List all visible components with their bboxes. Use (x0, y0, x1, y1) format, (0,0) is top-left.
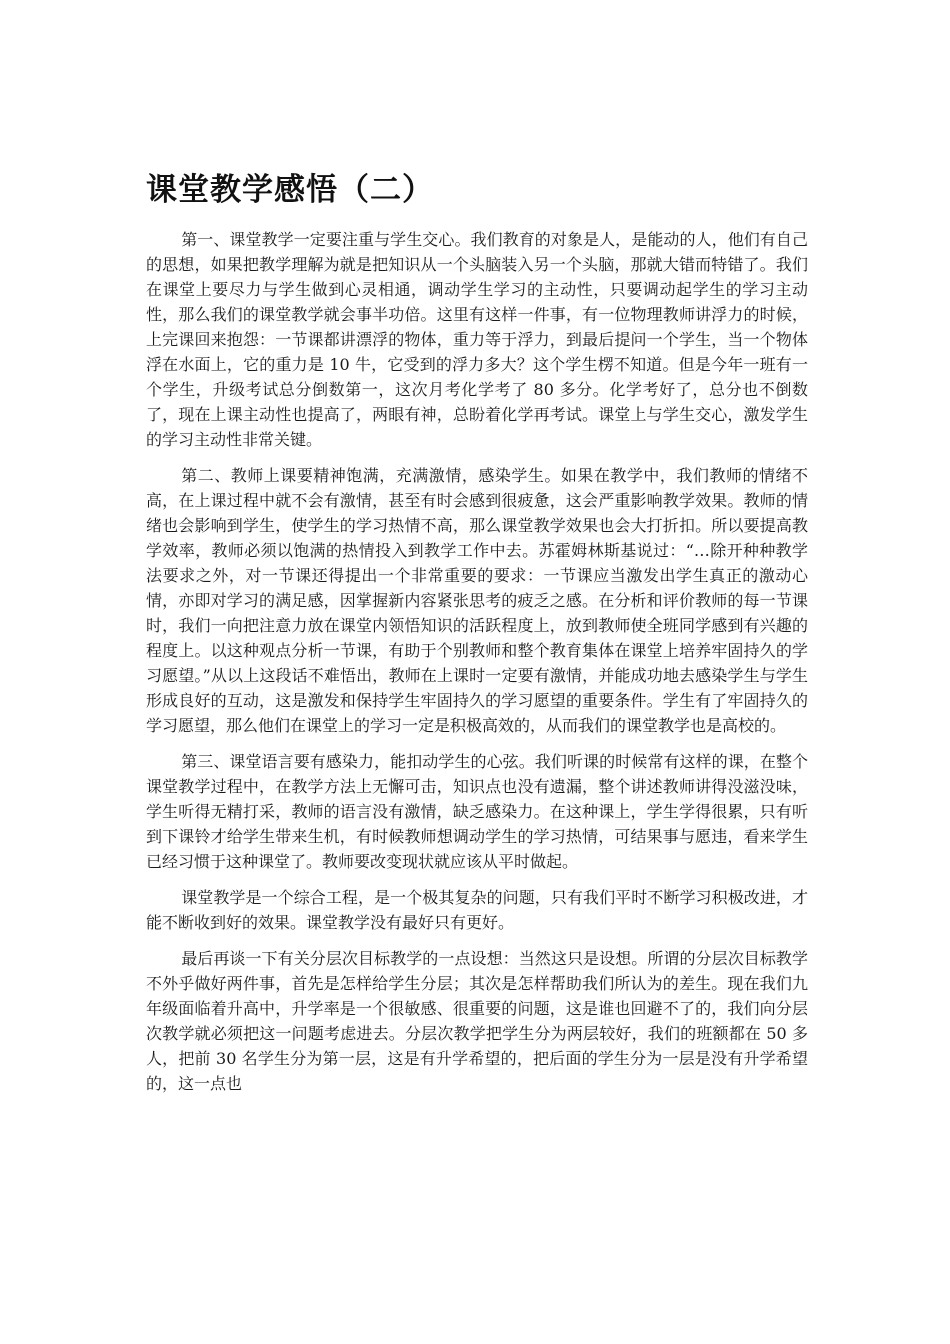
document-body (146, 227, 808, 1107)
document-title: 课堂教学感悟（二） (146, 172, 434, 208)
paragraph-4: 课堂教学是一个综合工程，是一个极其复杂的问题，只有我们平时不断学习积极改进，才能不断收到好的效果。课堂教学没有最好只有更好。 (146, 888, 808, 932)
paragraph-5: 最后再谈一下有关分层次目标教学的一点设想：当然这只是设想。所谓的分层次目标教学不外乎做好两件事，首先是怎样给学生分层；其次是怎样帮助我们所认为的差生。现在我们九年级面临着升高中，升学率是一个很敏感、很重要的问题，这是谁也回避不了的，我们向分层次教学就必须把这一问题考虑进去。分层次教学把学生分为两层较好，我们的班额都在 50 多人，把前 30 名学生分为第一层，这是有升学希望的，把后面的学生分为一层是没有升学希望的，这一点也 (146, 949, 808, 1093)
paragraph-3: 第三、课堂语言要有感染力，能扣动学生的心弦。我们听课的时候常有这样的课，在整个课堂教学过程中，在教学方法上无懈可击，知识点也没有遗漏，整个讲述教师讲得没滋没味，学生听得无精打采，教师的语言没有激情，缺乏感染力。在这种课上，学生学得很累，只有听到下课铃才给学生带来生机，有时候教师想调动学生的学习热情，可结果事与愿违，看来学生已经习惯于这种课堂了。教师要改变现状就应该从平时做起。 (146, 752, 808, 871)
paragraph-2: 第二、教师上课要精神饱满，充满激情，感染学生。如果在教学中，我们教师的情绪不高，在上课过程中就不会有激情，甚至有时会感到很疲惫，这会严重影响教学效果。教师的情绪也会影响到学生，使学生的学习热情不高，那么课堂教学效果也会大打折扣。所以要提高教学效率，教师必须以饱满的热情投入到教学工作中去。苏霍姆林斯基说过：“…除开种种教学法要求之外，对一节课还得提出一个非常重要的要求：一节课应当激发出学生真正的激动心情，亦即对学习的满足感，因掌握新内容紧张思考的疲乏之感。在分析和评价教师的每一节课时，我们一向把注意力放在课堂内领悟知识的活跃程度上，放到教师使全班同学感到有兴趣的程度上。以这种观点分析一节课，有助于个别教师和整个教育集体在课堂上培养牢固持久的学习愿望。”从以上这段话不难悟出，教师在上课时一定要有激情，并能成功地去感染学生与学生形成良好的互动，这是激发和保持学生牢固持久的学习愿望的重要条件。学生有了牢固持久的学习愿望，那么他们在课堂上的学习一定是积极高效的，从而我们的课堂教学也是高校的。 (146, 466, 808, 735)
paragraph-1: 第一、课堂教学一定要注重与学生交心。我们教育的对象是人，是能动的人，他们有自己的思想，如果把教学理解为就是把知识从一个头脑装入另一个头脑，那就大错而特错了。我们在课堂上要尽力与学生做到心灵相通，调动学生学习的主动性，只要调动起学生的学习主动性，那么我们的课堂教学就会事半功倍。这里有这样一件事，有一位物理教师讲浮力的时候，上完课回来抱怨：一节课都讲漂浮的物体，重力等于浮力，到最后提问一个学生，当一个物体浮在水面上，它的重力是 10 牛，它受到的浮力多大？这个学生楞不知道。但是今年一班有一个学生，升级考试总分倒数第一，这次月考化学考了 80 多分。化学考好了，总分也不倒数了，现在上课主动性也提高了，两眼有神，总盼着化学再考试。课堂上与学生交心，激发学生的学习主动性非常关键。 (146, 230, 808, 449)
